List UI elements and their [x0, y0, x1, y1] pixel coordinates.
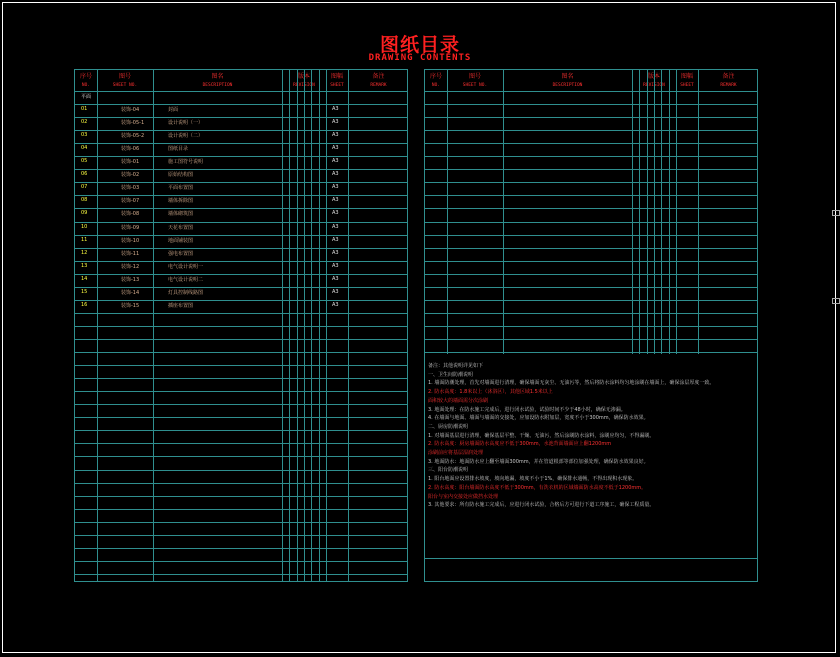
page-subtitle: DRAWING CONTENTS	[368, 53, 472, 63]
row-divider	[75, 548, 407, 549]
row-sheet-size: A3	[332, 262, 339, 269]
note-line: 三、阳台防潮说明	[428, 467, 469, 474]
row-number: 01	[81, 106, 88, 113]
row-sheet-no: 装饰-11	[121, 250, 140, 257]
row-divider	[425, 169, 757, 170]
note-line: 1. 对墙面基层进行清理，确保基层平整、干燥、无油污，然后涂刷防水涂料，涂刷应均匀，不得漏刷。	[428, 432, 655, 439]
row-divider	[425, 143, 757, 144]
row-divider	[75, 235, 407, 236]
row-description: 设计说明（二）	[168, 133, 204, 140]
row-sheet-no: 装饰-01	[121, 159, 140, 166]
row-number: 14	[81, 275, 88, 282]
footer-divider	[425, 558, 757, 559]
row-sheet-size: A3	[332, 236, 339, 243]
row-divider	[425, 352, 757, 353]
row-divider	[425, 300, 757, 301]
note-line: 3. 其他要求：所有防水施工完成后，应进行闭水试验，合格后方可进行下道工序施工，确保工程质量。	[428, 502, 655, 509]
row-sheet-no: 装饰-08	[121, 211, 140, 218]
column-divider	[676, 70, 677, 354]
row-divider	[75, 300, 407, 301]
note-line: 二、厨房防潮说明	[428, 423, 469, 430]
row-divider	[425, 274, 757, 275]
row-number: 11	[81, 236, 88, 243]
row-sheet-no: 装饰-06	[121, 146, 140, 153]
column-divider	[698, 70, 699, 354]
row-description: 原始结构图	[168, 172, 194, 179]
row-divider	[75, 561, 407, 562]
note-line: 1. 阳台地面应设置排水坡度，坡向地漏，坡度不小于1%，确保排水通畅，不得出现积水现象。	[428, 476, 638, 483]
note-line: 1. 墙面防潮处理，首先对墙面进行清理，确保墙面无灰尘、无油污等，然后将防水涂料均匀地涂刷在墙面上，确保涂层厚度一致。	[428, 380, 715, 387]
row-number: 16	[81, 301, 88, 308]
note-line: 阳台与室内交接处应做挡水处理	[428, 493, 499, 500]
row-divider	[75, 287, 407, 288]
row-divider	[75, 456, 407, 457]
row-number: 02	[81, 119, 88, 126]
header-remark: 备注 REMARK	[370, 73, 387, 88]
row-divider	[75, 130, 407, 131]
row-sheet-no: 装饰-02	[121, 172, 140, 179]
row-sheet-size: A3	[332, 275, 339, 282]
row-divider	[425, 130, 757, 131]
row-divider	[75, 313, 407, 314]
row-number: 平面	[81, 94, 92, 100]
row-description: 地面铺装图	[168, 237, 194, 244]
row-sheet-size: A3	[332, 119, 339, 126]
row-description: 强电布置图	[168, 250, 194, 257]
column-divider	[669, 70, 670, 354]
note-line: 2. 防水高度：阳台墙面防水高度不低于300mm，有洗衣机的区域墙面防水高度不低于1200mm。	[428, 484, 647, 491]
column-divider	[447, 70, 448, 354]
edge-marker	[832, 210, 840, 216]
row-divider	[425, 287, 757, 288]
row-divider	[425, 339, 757, 340]
header-no: 序号 NO.	[429, 73, 442, 88]
header-sheet-size: 图幅 SHEET	[680, 73, 694, 88]
note-line: 4. 在墙面与地面、墙面与墙面的交接处，应加设防水附加层，宽度不小于300mm，确保防水效果。	[428, 415, 649, 422]
header-sheet-no: 图号 SHEET NO.	[112, 73, 138, 88]
row-sheet-size: A3	[332, 249, 339, 256]
note-line: 2. 防水高度：1.8米以上（沐浴区），其他区域1.5米以上	[428, 389, 553, 396]
row-sheet-no: 装饰-13	[121, 276, 140, 283]
row-sheet-no: 装饰-14	[121, 289, 140, 296]
row-divider	[75, 430, 407, 431]
row-description: 灯具控制线路图	[168, 289, 204, 296]
row-sheet-size: A3	[332, 171, 339, 178]
row-number: 13	[81, 262, 88, 269]
row-description: 图纸目录	[168, 146, 189, 153]
row-sheet-size: A3	[332, 158, 339, 165]
row-description: 插座布置图	[168, 302, 194, 309]
row-number: 08	[81, 197, 88, 204]
table-header	[75, 70, 407, 92]
column-divider	[654, 70, 655, 354]
header-revision: 版本 REVISION	[643, 73, 665, 88]
row-sheet-no: 装饰-10	[121, 237, 140, 244]
header-sheet-size: 图幅 SHEET	[330, 73, 344, 88]
note-line: 面积较大的墙面需分次涂刷	[428, 397, 489, 404]
row-sheet-size: A3	[332, 145, 339, 152]
row-sheet-no: 装饰-04	[121, 107, 140, 114]
row-divider	[425, 326, 757, 327]
row-sheet-size: A3	[332, 132, 339, 139]
note-line: 涂刷前应将基层湿润处理	[428, 450, 484, 457]
row-divider	[75, 169, 407, 170]
row-number: 07	[81, 184, 88, 191]
row-divider	[75, 496, 407, 497]
row-sheet-size: A3	[332, 210, 339, 217]
row-divider	[75, 274, 407, 275]
row-divider	[75, 352, 407, 353]
row-number: 06	[81, 171, 88, 178]
row-divider	[75, 143, 407, 144]
table-header	[425, 70, 757, 92]
row-divider	[75, 326, 407, 327]
row-divider	[425, 117, 757, 118]
row-divider	[75, 483, 407, 484]
row-description: 墙体拆除图	[168, 198, 194, 205]
row-divider	[425, 248, 757, 249]
contents-table-left	[74, 69, 408, 582]
row-divider	[75, 365, 407, 366]
row-sheet-size: A3	[332, 197, 339, 204]
row-sheet-no: 装饰-07	[121, 198, 140, 205]
note-line: 3. 地面防水：地面防水应上翻至墙面300mm，并在管道根部等部位加强处理，确保防水效果良好。	[428, 458, 649, 465]
row-sheet-size: A3	[332, 106, 339, 113]
row-divider	[425, 182, 757, 183]
design-notes	[428, 362, 753, 510]
row-number: 15	[81, 288, 88, 295]
column-divider	[639, 70, 640, 354]
column-divider	[661, 70, 662, 354]
row-divider	[75, 104, 407, 105]
row-sheet-no: 装饰-05-2	[121, 133, 145, 140]
column-divider	[632, 70, 633, 354]
row-divider	[75, 378, 407, 379]
row-divider	[75, 248, 407, 249]
row-divider	[425, 195, 757, 196]
note-line: 一、卫生间防潮说明	[428, 371, 474, 378]
row-divider	[75, 182, 407, 183]
note-line: 2. 防水高度：厨房墙面防水高度应不低于300mm，水池背面墙面应上翻1200mm	[428, 441, 612, 448]
row-sheet-size: A3	[332, 301, 339, 308]
row-number: 12	[81, 249, 88, 256]
header-remark: 备注 REMARK	[720, 73, 737, 88]
row-divider	[75, 417, 407, 418]
header-no: 序号 NO.	[79, 73, 92, 88]
column-divider	[647, 70, 648, 354]
row-description: 设计说明（一）	[168, 120, 204, 127]
row-divider	[75, 509, 407, 510]
row-divider	[75, 470, 407, 471]
row-sheet-no: 装饰-15	[121, 302, 140, 309]
row-description: 电气设计说明二	[168, 276, 204, 283]
row-divider	[75, 195, 407, 196]
row-sheet-no: 装饰-09	[121, 224, 140, 231]
note-line: 备注：其他说明详见如下	[428, 363, 484, 369]
row-sheet-size: A3	[332, 288, 339, 295]
row-description: 封面	[168, 107, 179, 114]
row-divider	[425, 208, 757, 209]
edge-marker	[832, 298, 840, 304]
row-divider	[425, 222, 757, 223]
header-sheet-no: 图号 SHEET NO.	[462, 73, 488, 88]
header-description: 图名 DESCRIPTION	[202, 73, 233, 88]
row-description: 电气设计说明一	[168, 263, 204, 270]
row-number: 10	[81, 223, 88, 230]
row-sheet-size: A3	[332, 184, 339, 191]
row-divider	[75, 574, 407, 575]
row-sheet-no: 装饰-05-1	[121, 120, 145, 127]
row-divider	[425, 235, 757, 236]
row-number: 05	[81, 158, 88, 165]
row-divider	[75, 156, 407, 157]
row-sheet-no: 装饰-12	[121, 263, 140, 270]
row-divider	[75, 404, 407, 405]
header-revision: 版本 REVISION	[293, 73, 315, 88]
row-divider	[75, 339, 407, 340]
row-divider	[425, 156, 757, 157]
row-divider	[425, 104, 757, 105]
row-description: 墙体砌筑图	[168, 211, 194, 218]
row-divider	[75, 443, 407, 444]
row-sheet-size: A3	[332, 223, 339, 230]
row-sheet-no: 装饰-03	[121, 185, 140, 192]
row-divider	[75, 261, 407, 262]
row-divider	[75, 222, 407, 223]
header-description: 图名 DESCRIPTION	[552, 73, 583, 88]
row-number: 03	[81, 132, 88, 139]
row-divider	[75, 391, 407, 392]
note-line: 3. 地面处理：在防水施工完成后，进行闭水试验，试验时间不少于48小时，确保无渗漏。	[428, 406, 626, 413]
row-description: 平面布置图	[168, 185, 194, 192]
row-divider	[75, 208, 407, 209]
row-divider	[75, 522, 407, 523]
row-divider	[425, 313, 757, 314]
row-divider	[75, 117, 407, 118]
row-divider	[425, 261, 757, 262]
page-title: 图纸目录	[379, 34, 460, 56]
row-divider	[75, 535, 407, 536]
row-number: 04	[81, 145, 88, 152]
row-description: 施工图符号说明	[168, 159, 204, 166]
row-number: 09	[81, 210, 88, 217]
row-description: 天花布置图	[168, 224, 194, 231]
column-divider	[503, 70, 504, 354]
